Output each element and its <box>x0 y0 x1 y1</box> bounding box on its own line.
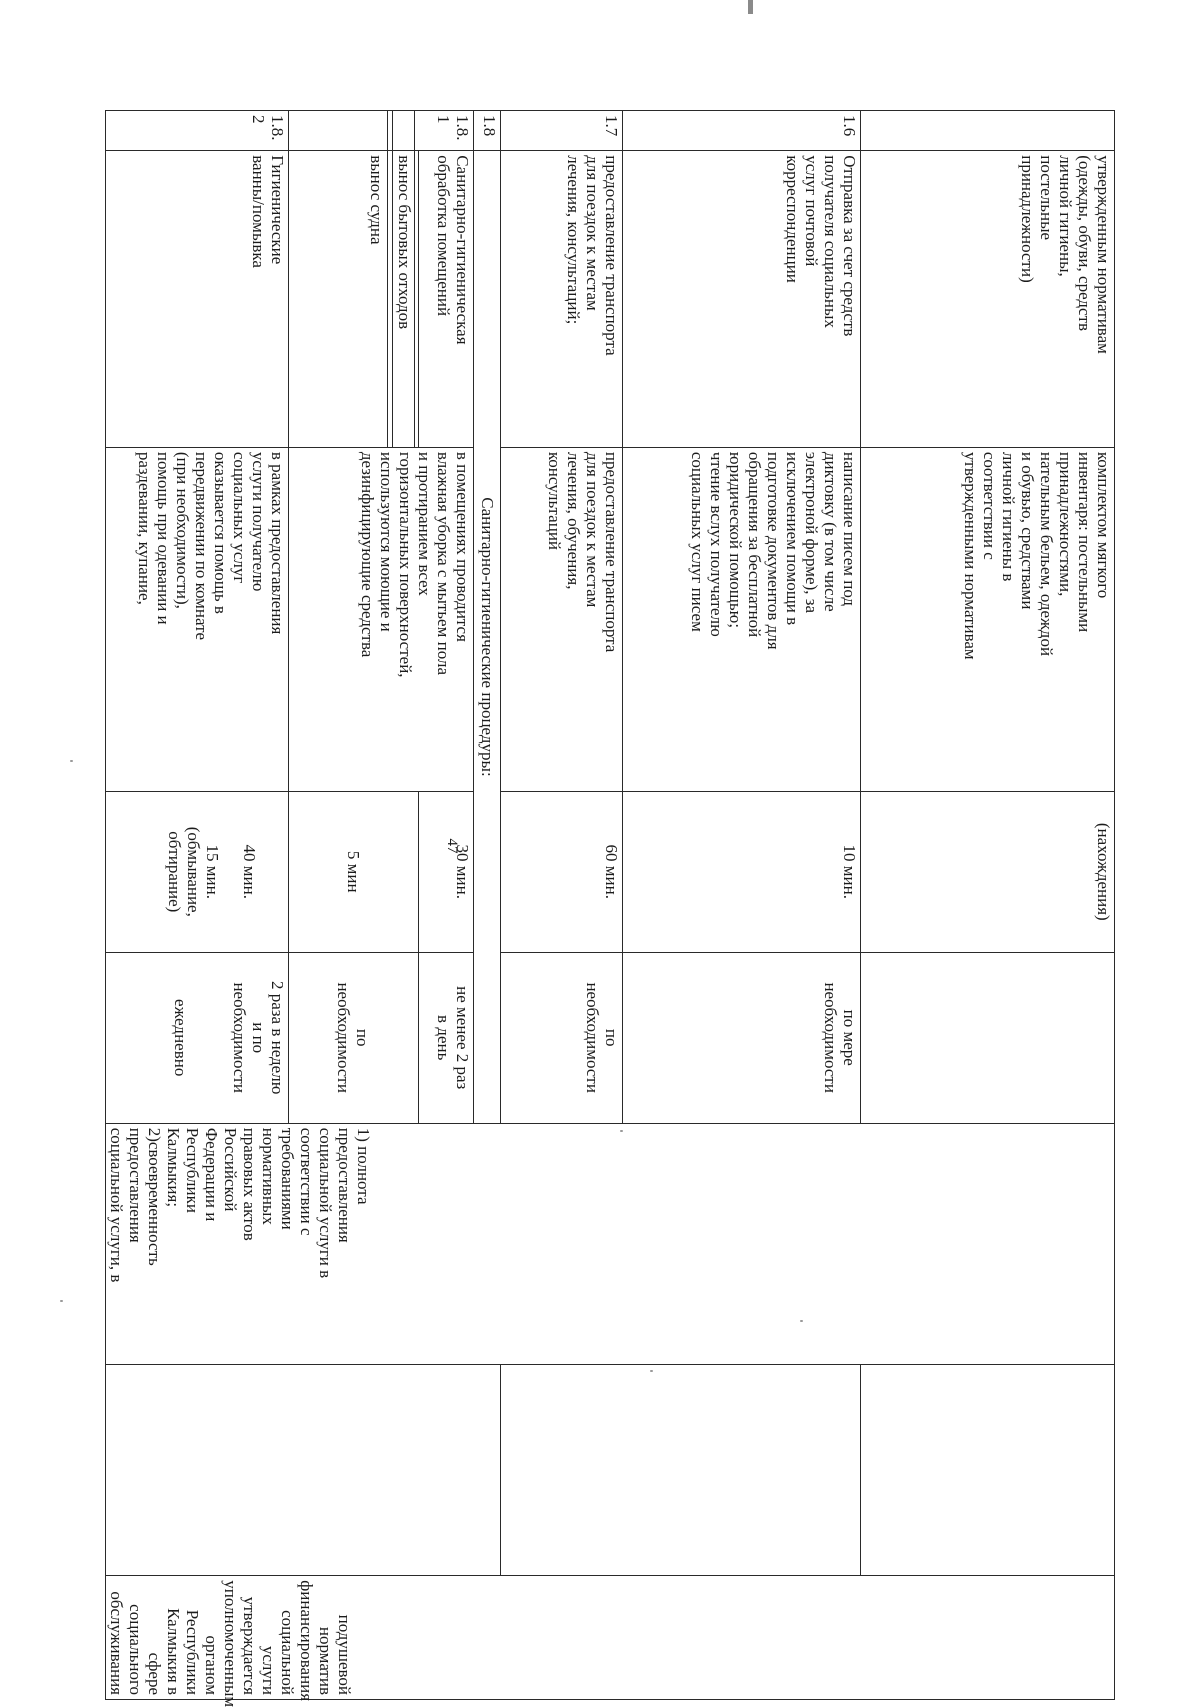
row-number <box>860 111 1114 151</box>
quality-extra <box>860 1365 1114 1576</box>
quality-extra <box>501 1365 861 1576</box>
quality-indicators: 1) полнота предоставления социальной услуги в соответствии с требованиями нормативных правовых актов Российской Федерации и Республики Калмыкия; 2)своевременность предоставления социальной услуги, в <box>106 1123 1115 1364</box>
row-number <box>392 111 414 151</box>
service-name: Санитарно-гигиеническая обработка помещений <box>419 151 474 448</box>
rotated-page <box>105 110 1115 1707</box>
service-duration: 30 мин. <box>419 791 474 952</box>
service-duration: 5 мин <box>288 791 419 952</box>
service-content: в помещениях проводится влажная уборка с мытьем пола и протиранием всех горизонтальных поверхностей, используются моющие и дезинфицирующие средства <box>288 447 474 791</box>
service-frequency <box>860 952 1114 1123</box>
services-table <box>105 110 1115 1707</box>
service-duration: 60 мин. <box>501 791 623 952</box>
quality-extra <box>106 1365 501 1576</box>
row-number: 1.7 <box>501 111 623 151</box>
row-number <box>288 111 388 151</box>
service-frequency: по необходимости <box>501 952 623 1123</box>
service-frequency: по мере необходимости <box>622 952 860 1123</box>
service-name: Отправка за счет средств получателя социальных услуг почтовой корреспонденции <box>622 151 860 448</box>
service-frequency: 2 раза в неделю и по необходимости <box>229 981 287 1095</box>
row-number: 1.8. 2 <box>106 111 289 151</box>
row-number: 1.8. 1 <box>414 111 474 151</box>
service-duration-group <box>106 791 289 952</box>
service-name: утвержденным нормативам (одежды, обуви, средств личной гигиены, постельные принадлежности) <box>860 151 1114 448</box>
service-name: предоставление транспорта для поездок к местам лечения, консультаций; <box>501 151 623 448</box>
service-frequency: не менее 2 раз в день <box>419 952 474 1123</box>
page-number: 47 <box>444 838 460 854</box>
table-row-1-8 <box>474 111 501 1700</box>
service-content: написание писем под диктовку (в том числе электроной форме), за исключением помощи в подготовке документов для обращения за бесплатной юридической помощью; чтение вслух получателю социальных услуг писем <box>622 447 860 791</box>
row-number: 1.6 <box>622 111 860 151</box>
service-duration: (нахождения) <box>860 791 1114 952</box>
service-content: комплектом мягкого инвентаря: постельными принадлежностями, нательным бельем, одеждой и обувью, средствами личной гигиены в соответствии с утвержденными нормативам <box>860 447 1114 791</box>
service-name: Гигиенические ванны/помывка <box>106 151 289 448</box>
service-content: в рамках предоставления услуги получателю социальных услуг оказывается помощь в передвижении по комнате (при необходимости), помощь при одевании и раздевании, купание, <box>106 447 289 791</box>
scan-artifact <box>748 0 753 14</box>
cell-divider <box>388 151 392 448</box>
service-content: предоставление транспорта для поездок к местам лечения, обучения, консультаций <box>501 447 623 791</box>
service-subitem: вынос бытовых отходов <box>392 151 414 448</box>
service-duration-alt: 15 мин. (обмывание, обтирание) <box>164 826 222 917</box>
service-frequency-group <box>106 952 289 1123</box>
table-row-1-5-cont <box>860 111 1114 1700</box>
service-frequency: по необходимости <box>288 952 419 1123</box>
table-row-1-6 <box>622 111 860 1700</box>
service-duration: 10 мин. <box>622 791 860 952</box>
section-title: Санитарно-гигиенические процедуры: <box>474 151 501 1123</box>
row-number <box>388 111 392 151</box>
cell-divider <box>414 151 418 448</box>
scan-speck <box>60 1300 63 1302</box>
scan-speck <box>70 760 73 762</box>
row-number: 1.8 <box>474 111 501 151</box>
financing-conditions: подушевой норматив финансирования социальной услуги утверждается уполномоченным органом Республики Калмыкия в сфере социального обслуживания <box>106 1576 1115 1700</box>
service-duration: 40 мин. <box>239 844 259 899</box>
service-frequency-alt: ежедневно <box>170 999 190 1077</box>
service-subitem: вынос судна <box>288 151 388 448</box>
